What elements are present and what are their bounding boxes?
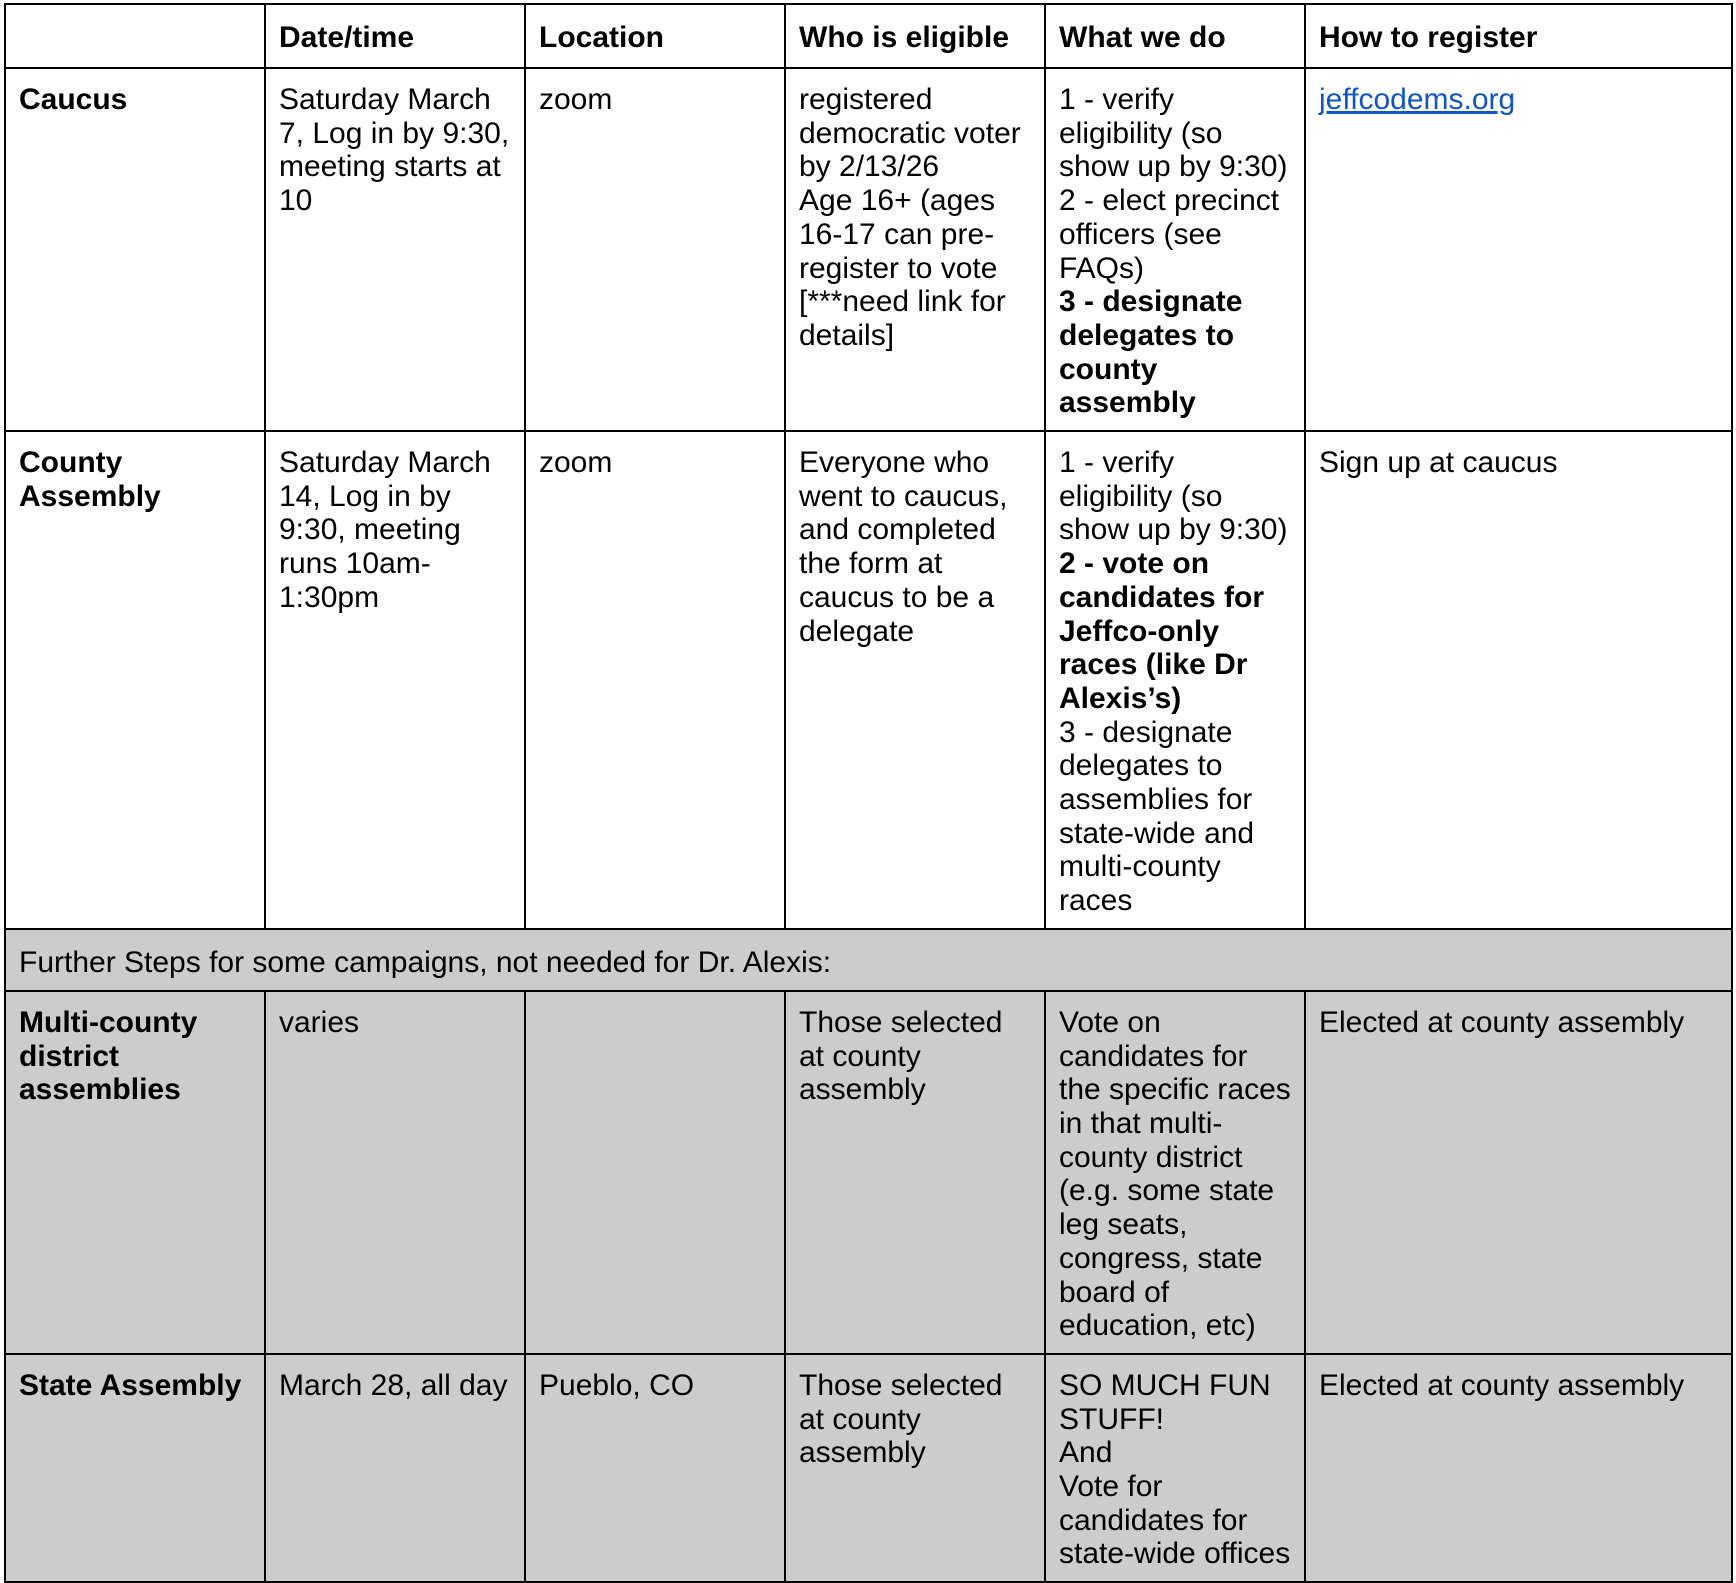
state-assembly-eligible: Those selected at county assembly [785,1354,1045,1582]
header-datetime: Date/time [265,4,525,68]
county-assembly-datetime: Saturday March 14, Log in by 9:30, meeting runs 10am-1:30pm [265,431,525,929]
header-row [5,4,1732,68]
state-assembly-datetime: March 28, all day [265,1354,525,1582]
state-assembly-what-we-do [1045,1354,1305,1582]
state-assembly-register: Elected at county assembly [1305,1354,1732,1582]
county-assembly-what-we-do [1045,431,1305,929]
further-steps-row [5,929,1732,991]
caucus-step: 2 - elect precinct officers (see FAQs) [1059,184,1280,285]
assembly-process-table [4,3,1733,1583]
caucus-eligible [785,68,1045,431]
county-assembly-step: 2 - vote on candidates for Jeffco-only races (like Dr Alexis’s) [1059,547,1265,715]
multi-county-name: Multi-county district assemblies [5,991,265,1354]
header-blank [5,4,265,68]
jeffcodems-link[interactable]: jeffcodems.org [1319,83,1516,116]
multi-county-datetime: varies [265,991,525,1354]
state-assembly-location: Pueblo, CO [525,1354,785,1582]
state-assembly-step: SO MUCH FUN STUFF! [1059,1368,1271,1436]
caucus-location: zoom [525,68,785,431]
caucus-eligible-line: Age 16+ (ages 16-17 can pre-register to vote [***need link for details] [799,184,1006,352]
state-assembly-step: Vote for candidates for state-wide offices [1059,1470,1291,1571]
county-assembly-location: zoom [525,431,785,929]
county-assembly-register: Sign up at caucus [1305,431,1732,929]
caucus-datetime: Saturday March 7, Log in by 9:30, meeting starts at 10 [265,68,525,431]
caucus-register [1305,68,1732,431]
multi-county-register: Elected at county assembly [1305,991,1732,1354]
header-eligible: Who is eligible [785,4,1045,68]
multi-county-location [525,991,785,1354]
caucus-row [5,68,1732,431]
county-assembly-row [5,431,1732,929]
header-what-we-do: What we do [1045,4,1305,68]
caucus-eligible-line: registered democratic voter by 2/13/26 [799,83,1021,184]
caucus-what-we-do [1045,68,1305,431]
caucus-step: 3 - designate delegates to county assembly [1059,285,1243,420]
county-assembly-eligible: Everyone who went to caucus, and completed the form at caucus to be a delegate [785,431,1045,929]
further-steps-note: Further Steps for some campaigns, not needed for Dr. Alexis: [5,929,1732,991]
county-assembly-name: County Assembly [5,431,265,929]
county-assembly-step: 3 - designate delegates to assemblies for state-wide and multi-county races [1059,715,1255,918]
caucus-step: 1 - verify eligibility (so show up by 9:30) [1059,83,1288,184]
county-assembly-step: 1 - verify eligibility (so show up by 9:30) [1059,446,1288,547]
caucus-name: Caucus [5,68,265,431]
state-assembly-step: And [1059,1436,1113,1470]
state-assembly-name: State Assembly [5,1354,265,1582]
header-how-to-register: How to register [1305,4,1732,68]
multi-county-row [5,991,1732,1354]
multi-county-what-we-do: Vote on candidates for the specific races in that multi-county district (e.g. some state leg seats, congress, state board of education, etc) [1045,991,1305,1354]
header-location: Location [525,4,785,68]
multi-county-eligible: Those selected at county assembly [785,991,1045,1354]
state-assembly-row [5,1354,1732,1582]
